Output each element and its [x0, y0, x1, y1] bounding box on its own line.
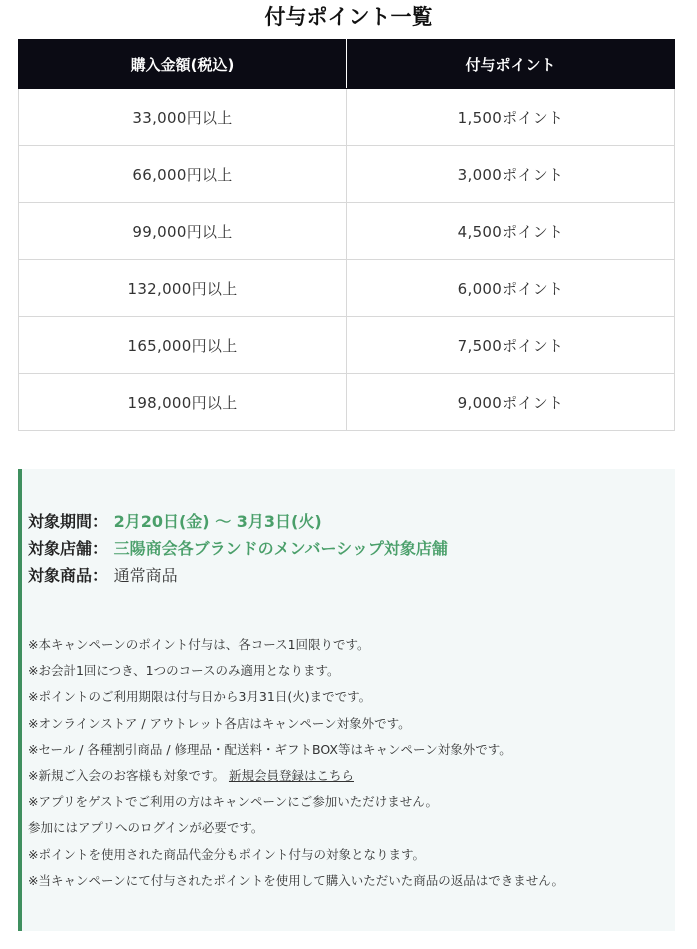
points-table	[18, 39, 675, 431]
points-cell: 7,500ポイント	[347, 317, 675, 374]
note-item: ※ポイントのご利用期限は付与日から3月31日(火)までです。	[28, 689, 372, 705]
table-row	[19, 146, 675, 203]
notes-list	[28, 632, 564, 894]
target-stores-label: 対象店舗：	[28, 539, 109, 558]
note-item: ※オンラインストア / アウトレット各店はキャンペーン対象外です。	[28, 715, 411, 731]
table-row	[19, 317, 675, 374]
note-item: ※当キャンペーンにて付与されたポイントを使用して購入いただいた商品の返品はできません。	[28, 872, 564, 888]
target-products-label: 対象商品：	[28, 566, 109, 585]
purchase-amount-cell: 66,000円以上	[19, 146, 347, 203]
target-stores-value: 三陽商会各ブランドのメンバーシップ対象店舗	[113, 539, 448, 558]
target-products-value: 通常商品	[113, 566, 178, 585]
table-row	[19, 89, 675, 146]
campaign-info-box	[18, 469, 675, 931]
target-period-row	[28, 509, 322, 535]
note-item: 参加にはアプリへのログインが必要です。	[28, 820, 264, 836]
purchase-amount-cell: 165,000円以上	[19, 317, 347, 374]
table-row	[19, 260, 675, 317]
note-item: ※本キャンペーンのポイント付与は、各コース1回限りです。	[28, 637, 370, 652]
purchase-amount-cell: 198,000円以上	[19, 374, 347, 431]
note-item: ※ポイントを使用された商品代金分もポイント付与の対象となります。	[28, 846, 425, 862]
note-item: ※お会計1回につき、1つのコースのみ適用となります。	[28, 663, 340, 679]
note-item-new-member	[28, 763, 564, 789]
new-member-registration-link[interactable]: 新規会員登録はこちら	[228, 767, 354, 783]
column-header-purchase-amount: 購入金額(税込)	[19, 40, 347, 89]
purchase-amount-cell: 132,000円以上	[19, 260, 347, 317]
table-header-row	[19, 40, 675, 89]
target-period-label: 対象期間：	[28, 512, 109, 531]
note-item: ※アプリをゲストでご利用の方はキャンペーンにご参加いただけません。	[28, 794, 438, 810]
points-cell: 4,500ポイント	[347, 203, 675, 260]
purchase-amount-cell: 99,000円以上	[19, 203, 347, 260]
purchase-amount-cell: 33,000円以上	[19, 89, 347, 146]
page-title: 付与ポイント一覧	[264, 5, 433, 29]
target-period-value: 2月20日(金) 〜 3月3日(火)	[113, 512, 322, 531]
note-new-member-text: ※新規ご入会のお客様も対象です。	[28, 767, 225, 783]
column-header-points: 付与ポイント	[347, 40, 675, 89]
table-row	[19, 374, 675, 431]
points-cell: 9,000ポイント	[347, 374, 675, 431]
target-products-row	[28, 563, 178, 589]
target-stores-row	[28, 536, 448, 562]
points-cell: 1,500ポイント	[347, 89, 675, 146]
table-row	[19, 203, 675, 260]
note-item: ※セール / 各種割引商品 / 修理品・配送料・ギフトBOX等はキャンペーン対象外です。	[28, 741, 512, 757]
points-cell: 3,000ポイント	[347, 146, 675, 203]
points-cell: 6,000ポイント	[347, 260, 675, 317]
